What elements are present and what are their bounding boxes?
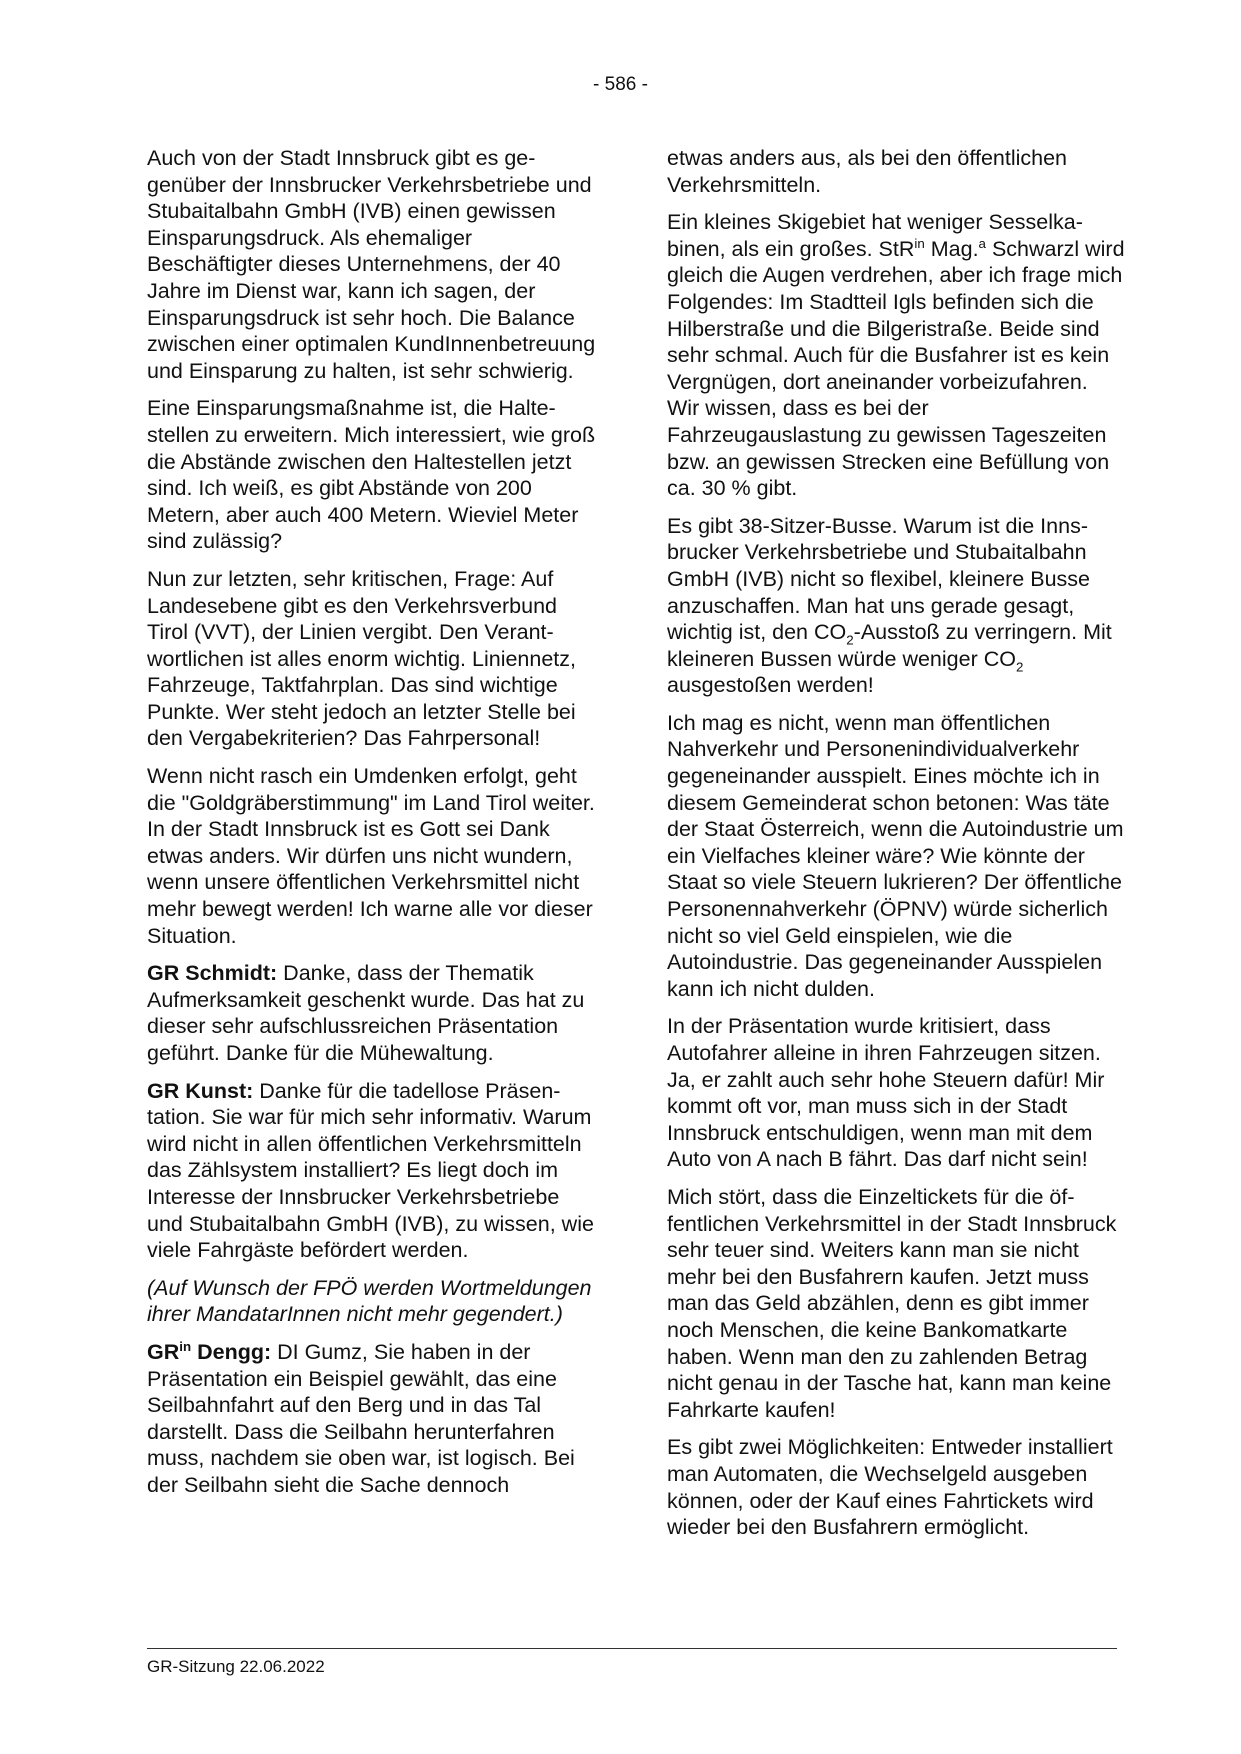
- right-column: [667, 145, 1125, 1552]
- editorial-note: (Auf Wunsch der FPÖ werden Wortmeldungen ihrer MandatarInnen nicht mehr gegendert.): [147, 1275, 592, 1327]
- paragraph: Es gibt 38-Sitzer-Busse. Warum ist die Innsbrucker Verkehrsbetriebe und Stubaitalbahn GmbH (IVB) nicht so flexibel, kleinere Busse anzuschaffen. Man hat uns gerade gesagt, wichtig ist, den $CO_2$-Ausstoß zu verringern. Mit kleineren Bussen würde weniger $CO_2$ ausgestoßen werden!: [667, 513, 1112, 698]
- paragraph: Wenn nicht rasch ein Umdenken erfolgt, geht die "Goldgräberstimmung" im Land Tirol weiter. In der Stadt Innsbruck ist es Gott sei Dank etwas anders. Wir dürfen uns nicht wundern, wenn unsere öffentlichen Verkehrsmittel nicht mehr bewegt werden! Ich warne alle vor dieser Situation.: [147, 764, 595, 948]
- footer-text: GR-Sitzung 22.06.2022: [147, 1657, 325, 1676]
- speech-text: Danke, dass der Thematik Aufmerksamkeit geschenkt wurde. Das hat zu dieser sehr aufschlussreichen Präsentation geführt. Danke für die Mühewaltung.: [147, 961, 585, 1065]
- footer-divider: [147, 1648, 1117, 1649]
- speaker-name: GR Schmidt:: [147, 961, 278, 986]
- speech-kunst: [147, 1078, 599, 1264]
- paragraph: Auch von der Stadt Innsbruck gibt es gegenüber der Innsbrucker Verkehrsbetriebe und Stubaitalbahn GmbH (IVB) einen gewissen Einsparungsdruck. Als ehemaliger Beschäftigter dieses Unternehmens, der 40 Jahre im Dienst war, kann ich sagen, der Einsparungsdruck ist sehr hoch. Die Balance zwischen einer optimalen KundInnenbetreuung und Einsparung zu halten, ist sehr schwierig.: [147, 146, 596, 383]
- left-column: [147, 145, 599, 1510]
- paragraph: etwas anders aus, als bei den öffentlichen Verkehrsmitteln.: [667, 146, 1068, 197]
- paragraph: Eine Einsparungsmaßnahme ist, die Haltestellen zu erweitern. Mich interessiert, wie groß die Abstände zwischen den Haltestellen jetzt sind. Ich weiß, es gibt Abstände von 200 Metern, aber auch 400 Metern. Wieviel Meter sind zulässig?: [147, 396, 596, 554]
- speaker-name: $GR^{in}$ Dengg:: [147, 1338, 272, 1364]
- speech-schmidt: [147, 960, 599, 1066]
- paragraph: Es gibt zwei Möglichkeiten: Entweder installiert man Automaten, die Wechselgeld ausgeben können, oder der Kauf eines Fahrtickets wird wieder bei den Busfahrern ermöglicht.: [667, 1435, 1113, 1540]
- paragraph: Mich stört, dass die Einzeltickets für die öffentlichen Verkehrsmittel in der Stadt Innsbruck sehr teuer sind. Weiters kann man sie nicht mehr bei den Busfahrern kaufen. Jetzt muss man das Geld abzählen, denn es gibt immer noch Menschen, die keine Bankomatkarte haben. Wenn man den zu zahlenden Betrag nicht genau in der Tasche hat, kann man keine Fahrkarte kaufen!: [667, 1184, 1117, 1422]
- page-number: - 586 -: [593, 74, 648, 95]
- speech-text: DI Gumz, Sie haben in der Präsentation ein Beispiel gewählt, das eine Seilbahnfahrt auf den Berg und in das Tal darstellt. Dass die Seilbahn herunterfahren muss, nachdem sie oben war, ist logisch. Bei der Seilbahn sieht die Sache dennoch: [147, 1339, 575, 1497]
- paragraph: In der Präsentation wurde kritisiert, dass Autofahrer alleine in ihren Fahrzeugen sitzen. Ja, er zahlt auch sehr hohe Steuern dafür! Mir kommt oft vor, man muss sich in der Stadt Innsbruck entschuldigen, wenn man mit dem Auto von A nach B fährt. Das darf nicht sein!: [667, 1014, 1105, 1172]
- paragraph: Ich mag es nicht, wenn man öffentlichen Nahverkehr und Personenindividualverkehr gegeneinander ausspielt. Eines möchte ich in diesem Gemeinderat schon betonen: Was täte der Staat Österreich, wenn die Autoindustrie um ein Vielfaches kleiner wäre? Wie könnte der Staat so viele Steuern lukrieren? Der öffentliche Personennahverkehr (ÖPNV) würde sicherlich nicht so viel Geld einspielen, wie die Autoindustrie. Das gegeneinander Ausspielen kann ich nicht dulden.: [667, 710, 1124, 1001]
- paragraph: Ein kleines Skigebiet hat weniger Sesselkabinen, als ein großes. StR$^{in}$ Mag.$^a$ Schwarzl wird gleich die Augen verdrehen, aber ich frage mich Folgendes: Im Stadtteil Igls befinden sich die Hilberstraße und die Bilgeristraße. Beide sind sehr schmal. Auch für die Busfahrer ist es kein Vergnügen, dort aneinander vorbeizufahren. Wir wissen, dass es bei der Fahrzeugauslastung zu gewissen Tageszeiten bzw. an gewissen Strecken eine Befüllung von ca. 30 % gibt.: [667, 210, 1125, 501]
- speech-dengg: [147, 1339, 599, 1499]
- paragraph: Nun zur letzten, sehr kritischen, Frage: Auf Landesebene gibt es den Verkehrsverbund Tirol (VVT), der Linien vergibt. Den Verantwortlichen ist alles enorm wichtig. Liniennetz, Fahrzeuge, Taktfahrplan. Das sind wichtige Punkte. Wer steht jedoch an letzter Stelle bei den Vergabekriterien? Das Fahrpersonal!: [147, 566, 577, 751]
- speech-text: Danke für die tadellose Präsentation. Sie war für mich sehr informativ. Warum wird nicht in allen öffentlichen Verkehrsmitteln das Zählsystem installiert? Es liegt doch im Interesse der Innsbrucker Verkehrsbetriebe und Stubaitalbahn GmbH (IVB), zu wissen, wie viele Fahrgäste befördert werden.: [147, 1078, 594, 1263]
- speaker-name: GR Kunst:: [147, 1078, 254, 1103]
